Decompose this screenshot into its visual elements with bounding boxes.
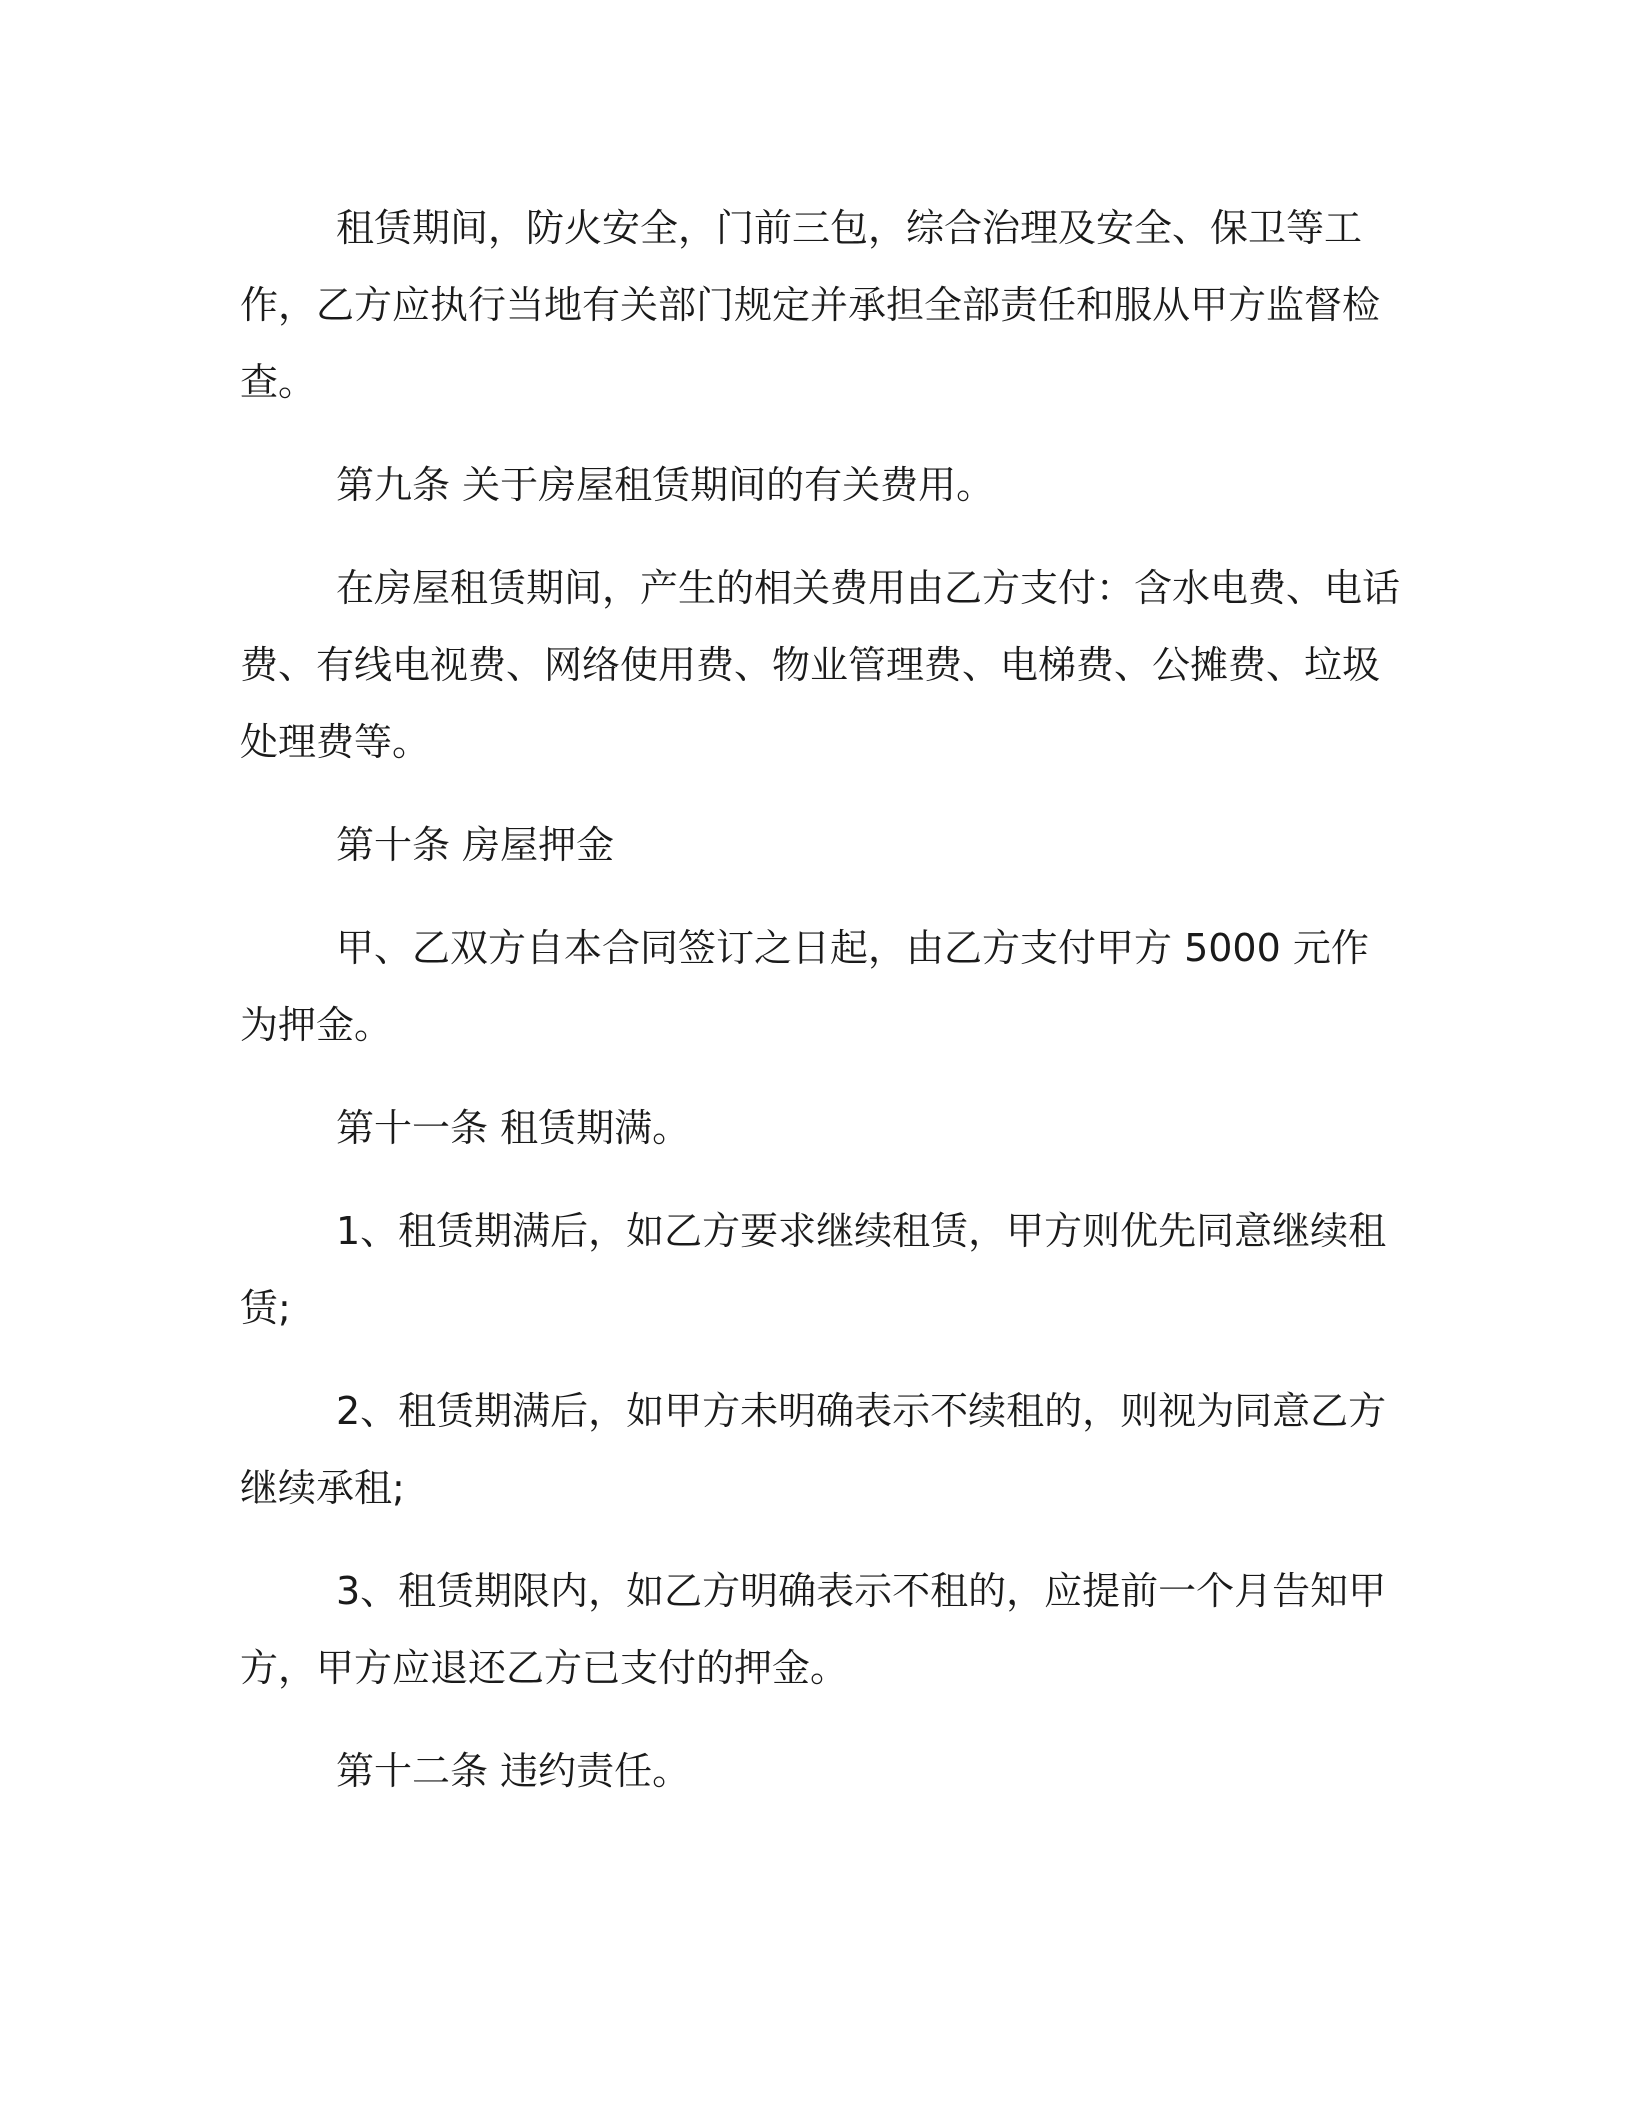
heading-article-12: 第十二条 违约责任。 bbox=[336, 1749, 691, 1793]
heading-article-10: 第十条 房屋押金 bbox=[336, 823, 615, 867]
paragraph-renewal-2: 2、租赁期满后，如甲方未明确表示不续租的，则视为同意乙方继续承租; bbox=[240, 1389, 1387, 1510]
paragraph-rental-fees: 在房屋租赁期间，产生的相关费用由乙方支付：含水电费、电话费、有线电视费、网络使用费、物业管理费、电梯费、公摊费、垃圾处理费等。 bbox=[240, 566, 1401, 764]
heading-article-11: 第十一条 租赁期满。 bbox=[336, 1106, 691, 1150]
paragraph-renewal-1: 1、租赁期满后，如乙方要求继续租赁，甲方则优先同意继续租赁; bbox=[240, 1209, 1387, 1330]
document-body bbox=[240, 190, 1400, 1836]
paragraph-safety-duties: 租赁期间，防火安全，门前三包，综合治理及安全、保卫等工作，乙方应执行当地有关部门规定并承担全部责任和服从甲方监督检查。 bbox=[240, 206, 1381, 404]
paragraph-deposit: 甲、乙双方自本合同签订之日起，由乙方支付甲方 5000 元作为押金。 bbox=[240, 926, 1369, 1047]
paragraph-termination-3: 3、租赁期限内，如乙方明确表示不租的，应提前一个月告知甲方，甲方应退还乙方已支付的押金。 bbox=[240, 1569, 1387, 1690]
heading-article-9: 第九条 关于房屋租赁期间的有关费用。 bbox=[336, 463, 995, 507]
